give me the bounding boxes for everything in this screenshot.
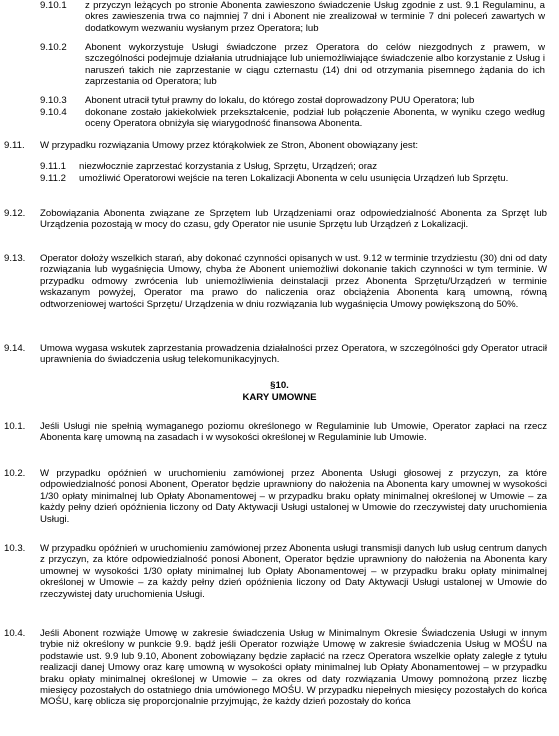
item-number: 9.11.2 bbox=[40, 173, 66, 184]
item-text: Abonent utracił tytuł prawny do lokalu, do którego został doprowadzony PUU Operatora; lub bbox=[85, 95, 475, 106]
item-number: 9.11.1 bbox=[40, 161, 66, 172]
item-number: 9.14. bbox=[4, 343, 26, 354]
item-number: 9.10.1 bbox=[40, 0, 67, 11]
item-10-3 bbox=[0, 543, 559, 600]
section-title: KARY UMOWNE bbox=[242, 392, 317, 403]
item-text: z przyczyn leżących po stronie Abonenta zawieszono świadczenie Usług zgodnie z ust. 9.1 Regulaminu, a okres zawieszenia trwa co najmniej 7 dni i Abonent nie zrealizował w terminie 7 dni poleceń zawartych w dodatkowym wezwaniu wysłanym przez Operatora; lub bbox=[85, 0, 545, 34]
item-10-1 bbox=[0, 421, 559, 444]
item-number: 10.4. bbox=[4, 628, 26, 639]
sub-item-9-10-4 bbox=[0, 107, 559, 130]
item-text: Jeśli Usługi nie spełnią wymaganego poziomu określonego w Regulaminie lub Umowie, Operator zapłaci na rzecz Abonenta karę umowną na zasadach i w wysokości określonej w Regulaminie lub Umowie. bbox=[40, 421, 547, 444]
item-10-2 bbox=[0, 468, 559, 525]
item-text: W przypadku rozwiązania Umowy przez którąkolwiek ze Stron, Abonent obowiązany jest: bbox=[40, 140, 419, 151]
sub-item-9-10-1 bbox=[0, 0, 559, 34]
item-number: 9.10.4 bbox=[40, 107, 67, 118]
item-text: umożliwić Operatorowi wejście na teren Lokalizacji Abonenta w celu usunięcia Urządzeń lub Sprzętu. bbox=[79, 173, 509, 184]
item-9-11 bbox=[0, 140, 559, 151]
item-text: W przypadku opóźnień w uruchomieniu zamówionej przez Abonenta Usługi głosowej z przyczyn, za które odpowiedzialność ponosi Abonent, Operator będzie uprawniony do nałożenia na Abonenta kary umownej w wysokości 1/30 opłaty minimalnej lub Opłaty Abonamentowej – w przypadku braku opłaty minimalnej określonej w Umowie – za każdy pełny dzień opóźnienia liczony od Daty Aktywacji Usługi ustalonej w Umowie do rzeczywistej daty uruchomienia Usługi. bbox=[40, 468, 547, 525]
item-number: 9.10.3 bbox=[40, 95, 67, 106]
sub-item-9-10-2 bbox=[0, 42, 559, 88]
item-number: 10.1. bbox=[4, 421, 26, 432]
sub-item-9-11-2 bbox=[0, 173, 559, 184]
sub-item-9-10-3 bbox=[0, 95, 559, 106]
item-number: 10.3. bbox=[4, 543, 26, 554]
sub-item-9-11-1 bbox=[0, 161, 559, 172]
item-number: 10.2. bbox=[4, 468, 26, 479]
item-text: W przypadku opóźnień w uruchomieniu zamówionej przez Abonenta usługi transmisji danych lub usług centrum danych z przyczyn, za które odpowiedzialność ponosi Abonent, Operator będzie uprawniony do nałożenia na Abonenta kary umownej w wysokości 1/30 opłaty minimalnej lub Opłaty Abonamentowej – w przypadku braku opłaty minimalnej określonej w Umowie – za każdy pełny dzień opóźnienia liczony od Daty Aktywacji Usługi ustalonej w Umowie do rzeczywistej daty uruchomienia Usługi. bbox=[40, 543, 547, 600]
item-number: 9.10.2 bbox=[40, 42, 67, 53]
item-text: Zobowiązania Abonenta związane ze Sprzętem lub Urządzeniami oraz odpowiedzialność Abonenta za Sprzęt lub Urządzenia pozostają w mocy do czasu, gdy Operator nie usunie Sprzętu lub Urządzeń z Lokalizacji. bbox=[40, 208, 547, 231]
item-text: Umowa wygasa wskutek zaprzestania prowadzenia działalności przez Operatora, w szczególności gdy Operator utracił uprawnienia do świadczenia usług telekomunikacyjnych. bbox=[40, 343, 547, 366]
item-number: 9.12. bbox=[4, 208, 26, 219]
item-9-14 bbox=[0, 343, 559, 366]
item-number: 9.11. bbox=[4, 140, 25, 151]
section-number: §10. bbox=[270, 380, 289, 391]
item-text: Abonent wykorzystuje Usługi świadczone przez Operatora do celów niezgodnych z prawem, w szczególności podejmuje działania utrudniające lub uniemożliwiające świadczenie albo korzystanie z Usług i naruszeń takich nie zaprzestanie w ciągu czternastu (14) dni od otrzymania pisemnego żądania do ich zaprzestania od Operatora; lub bbox=[85, 42, 545, 88]
item-number: 9.13. bbox=[4, 253, 26, 264]
item-9-13 bbox=[0, 253, 559, 310]
item-text: Jeśli Abonent rozwiąże Umowę w zakresie świadczenia Usług w Minimalnym Okresie Świadczenia Usługi w innym trybie niż określony w punkcie 9.9. bądź jeśli Operator rozwiąże Umowę w zakresie świadczenia Usług w MOŚU na podstawie ust. 9.9 lub 9.10, Abonent zobowiązany będzie zapłacić na rzecz Operatora wszelkie opłaty zaległe z tytułu realizacji danej Umowy oraz karę umowną w wysokości opłaty minimalnej lub Opłaty Abonamentowej – w przypadku braku opłaty minimalnej określonej w Umowie – za okres od daty rozwiązania Umowy pomnożoną przez liczbę miesięcy pozostałych do ostatniego dnia umówionego MOŚU. W przypadku niepełnych miesięcy pozostałych do końca MOŚU, karę oblicza się proporcjonalnie przyjmując, że każdy dzień pozostały do końca bbox=[40, 628, 547, 708]
item-text: niezwłocznie zaprzestać korzystania z Usług, Sprzętu, Urządzeń; oraz bbox=[79, 161, 378, 172]
item-text: dokonane zostało jakiekolwiek przekształcenie, podział lub połączenie Abonenta, w wyniku czego według oceny Operatora obniżyła się wiarygodność finansowa Abonenta. bbox=[85, 107, 545, 130]
item-10-4 bbox=[0, 628, 559, 708]
item-text: Operator dołoży wszelkich starań, aby dokonać czynności opisanych w ust. 9.12 w terminie trzydziestu (30) dni od daty rozwiązania lub wygaśnięcia Umowy, chyba że Abonent uniemożliwi dokonanie takich czynności w tym terminie. W przypadku odmowy zwrócenia lub uniemożliwienia deinstalacji przez Abonenta Sprzętu/Urządzeń w terminie wskazanym powyżej, Operator ma prawo do naliczenia oraz obciążenia Abonenta karą umowną, równą odtworzeniowej wartości Sprzętu/ Urządzenia w dniu rozwiązania lub wygaśnięcia Umowy powiększoną do 50%. bbox=[40, 253, 547, 310]
item-9-12 bbox=[0, 208, 559, 231]
